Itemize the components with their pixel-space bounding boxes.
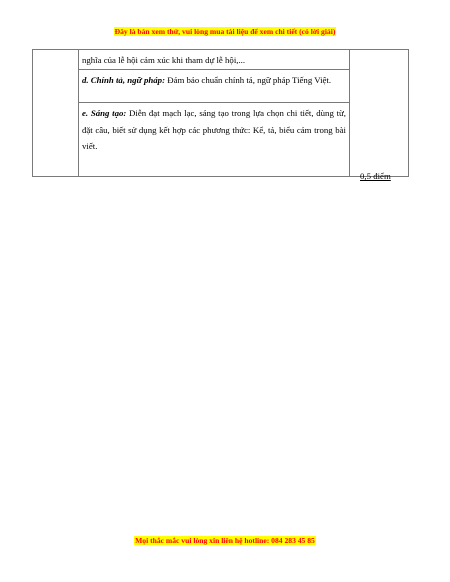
criteria-cell xyxy=(79,50,350,70)
criteria-description: Đảm bảo chuẩn chính tả, ngữ pháp Tiếng Việt. xyxy=(165,75,332,85)
criteria-label: e. Sáng tạo: xyxy=(82,108,127,118)
criteria-description: Diễn đạt mạch lạc, sáng tạo trong lựa chọn chi tiết, dùng từ, đặt câu, biết sử dụng kết hợp các phương thức: Kể, tả, biểu cảm trong bài viết. xyxy=(82,108,346,151)
criteria-text xyxy=(79,70,349,89)
score-text: 0,5 điểm xyxy=(360,171,391,181)
grading-table xyxy=(32,49,409,181)
criteria-text: nghĩa của lễ hội cảm xúc khi tham dự lễ hội,... xyxy=(82,55,246,65)
criteria-label: d. Chính tả, ngữ pháp: xyxy=(82,75,166,85)
hotline-banner xyxy=(0,536,450,545)
criteria-text xyxy=(79,103,349,155)
preview-notice-text: Đây là bản xem thử, vui lòng mua tài liệu để xem chi tiết (có lời giải) xyxy=(114,27,336,36)
table-row xyxy=(33,50,409,70)
empty-left-cell xyxy=(33,50,79,177)
hotline-text: Mọi thắc mắc vui lòng xin liên hệ hotline: 084 283 45 85 xyxy=(135,536,315,545)
score-cell xyxy=(350,50,409,181)
criteria-cell xyxy=(79,70,350,103)
criteria-cell xyxy=(79,103,350,177)
preview-notice-banner xyxy=(0,27,450,36)
